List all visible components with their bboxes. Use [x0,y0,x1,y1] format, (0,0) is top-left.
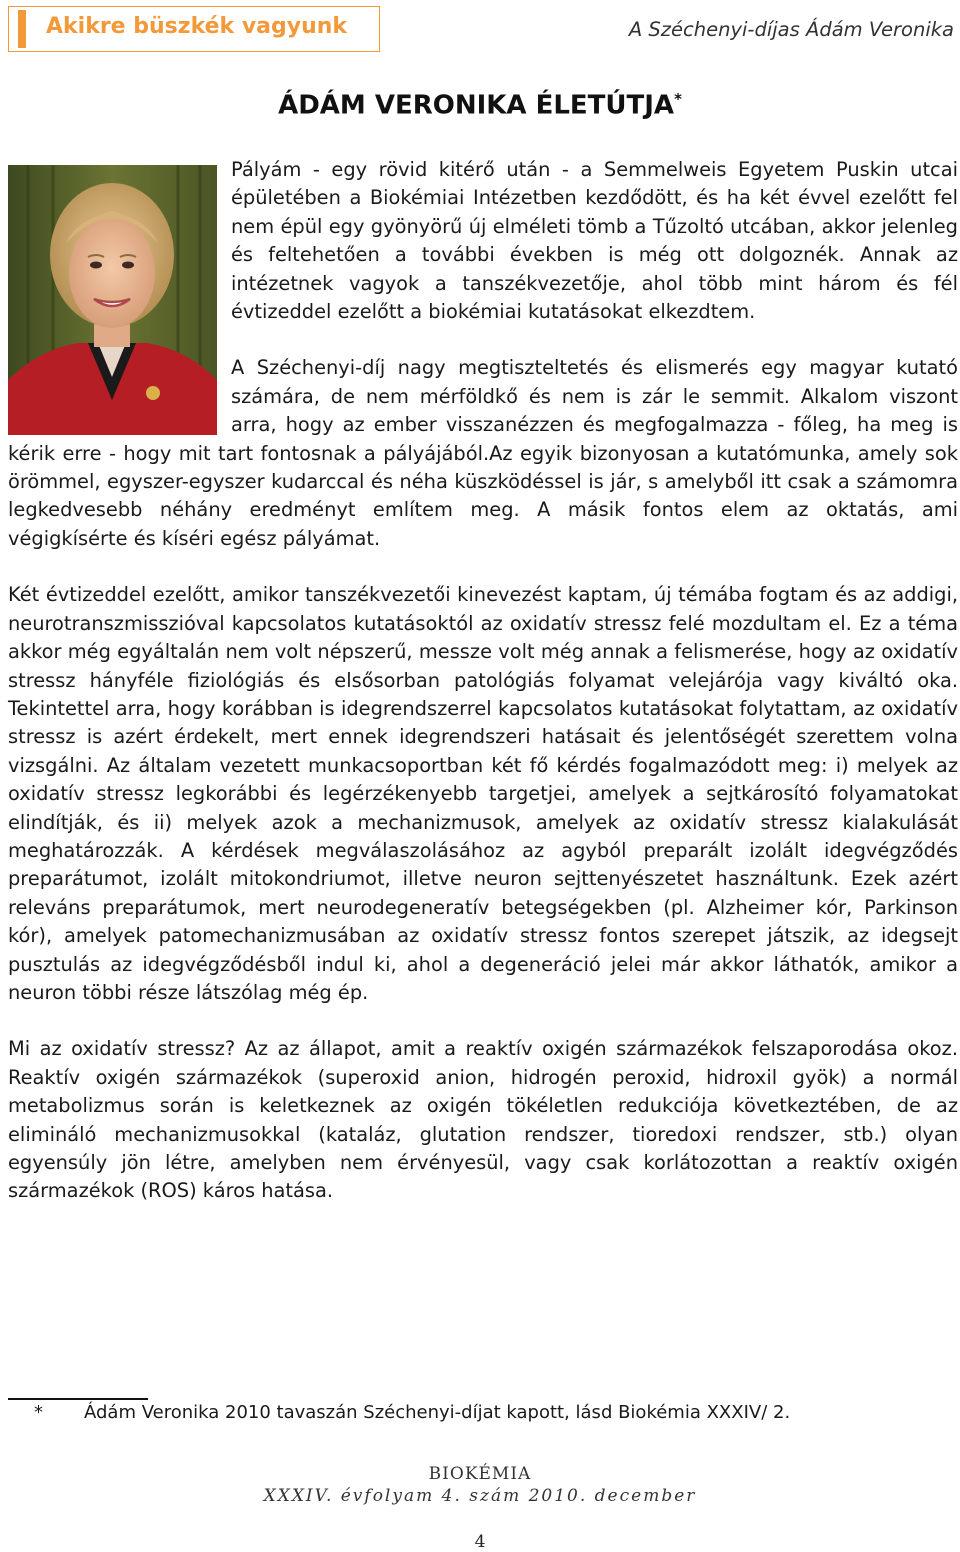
photo-float-spacer [8,156,217,433]
section-label: Akikre büszkék vagyunk [46,14,348,39]
section-header-bar [18,10,26,48]
article-body [8,156,958,1206]
paragraph-1: Pályám - egy rövid kitérő után - a Semmelweis Egyetem Puskin utcai épületében a Biokémiai Intézetben kezdődött, és ha két évvel ezelőtt fel nem épül egy gyönyörű új elméleti tömb a Tűzoltó utcában, akkor jelenleg és feltehetően a további években is még ott dolgoznék. Annak az intézetnek vagyok a tanszékvezetője, ahol több mint három és fél évtizeddel ezelőtt a biokémiai kutatásokat elkezdtem. [231,158,958,324]
article-title [0,90,960,121]
journal-name: BIOKÉMIA [428,1464,532,1484]
footnote [34,1402,790,1423]
footnote-rule [8,1398,148,1400]
footnote-star: * [34,1402,43,1423]
running-title: A Széchenyi-díjas Ádám Veronika [628,18,954,41]
paragraph-3: Két évtizeddel ezelőtt, amikor tanszékvezetői kinevezést kaptam, új témába fogtam és az addigi, neurotranszmisszióval kapcsolatos kutatásoktól az oxidatív stressz felé mozdultam el. Ez a téma akkor még egyáltalán nem volt népszerű, messze volt még annak a felismerése, hogy az oxidatív stressz hányféle fiziológiás és elsősorban patológiás folyamat velejárója vagy kiváltó oka. Tekintettel arra, hogy korábban is idegrendszerrel kapcsolatos kutatásokat folytattam, az oxidatív stressz is azért érdekelt, mert ennek idegrendszeri hatásait és jelentőségét szerettem volna vizsgálni. Az általam vezetett munkacsoportban két fő kérdés fogalmazódott meg: i) melyek az oxidatív stressz legkorábbi és legérzékenyebb targetjei, amelyek a sejtkárosító folyamatokat elindítják, és ii) melyek azok a mechanizmusok, amelyek az oxidatív stressz kialakulását meghatározzák. A kérdések megválaszolásához az agyból preparált izolált idegvégződés preparátumot, izolált mitokondriumot, illetve neuron sejttenyészetet használtunk. Ezek azért releváns preparátumok, mert neurodegeneratív betegségekben (pl. Alzheimer kór, Parkinson kór), amelyek patomechanizmusában az oxidatív stressz fontos szerepet játszik, az idegsejt pusztulás az idegvégződésből indul ki, ahol a degeneráció jelei már akkor láthatók, amikor a neuron többi része látszólag még ép. [8,583,958,1004]
article-title-text: ÁDÁM VERONIKA ÉLETÚTJA [278,90,675,121]
paragraph-4: Mi az oxidatív stressz? Az az állapot, amit a reaktív oxigén származékok felszaporodása okoz. Reaktív oxigén származékok (superoxid anion, hidrogén peroxid, hidroxil gyök) a normál metabolizmus során is keletkeznek az oxigén tökéletlen redukciója következtében, de az elimináló mechanizmusokkal (kataláz, glutation rendszer, tioredoxi rendszer, stb.) olyan egyensúly jön létre, amelyben nem érvényesül, vagy csak korlátozottan a reaktív oxigén származékok (ROS) káros hatása. [8,1037,958,1203]
paragraph-2: A Széchenyi-díj nagy megtiszteltetés és elismerés egy magyar kutató számára, de nem mérföldkő és nem is zár le semmit. Alkalom viszont arra, hogy az ember visszanézzen és megfogalmazza - főleg, ha meg is kérik erre - hogy mit tart fontosnak a pályájából.Az egyik bizonyosan a kutatómunka, amely sok örömmel, egyszer-egyszer kudarccal és néha küszködéssel is jár, s amelyből itt csak a számomra legkedvesebb néhány eredményt említem meg. A másik fontos elem az oktatás, ami végigkísérte és kíséri egész pályámat. [8,356,958,550]
journal-issue: XXXIV. évfolyam 4. szám 2010. december [263,1486,697,1506]
page-number: 4 [474,1532,486,1552]
footnote-text: Ádám Veronika 2010 tavaszán Széchenyi-díjat kapott, lásd Biokémia XXXIV/ 2. [84,1402,791,1423]
footnote-marker: * [674,90,682,108]
